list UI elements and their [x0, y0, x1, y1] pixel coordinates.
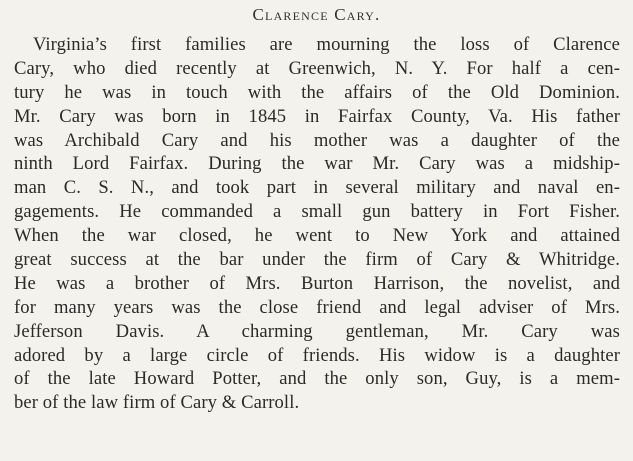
- text-line-1: Virginia’s first families are mourning the loss of Clarence: [33, 34, 620, 55]
- article-title: Clarence Cary.: [252, 5, 381, 24]
- text-line-3: tury he was in touch with the affairs of the Old Dominion.: [14, 81, 620, 103]
- text-line-6: ninth Lord Fairfax. During the war Mr. Cary was a midship-: [14, 153, 620, 175]
- text-line-14: adored by a large circle of friends. His widow is a daughter: [14, 344, 620, 366]
- text-line-10: great success at the bar under the firm of Cary & Whitridge.: [14, 249, 620, 271]
- text-line-16: ber of the law firm of Cary & Carroll.: [14, 392, 300, 414]
- article-body: [14, 33, 620, 415]
- text-line-7: man C. S. N., and took part in several military and naval en-: [14, 177, 620, 199]
- text-line-11: He was a brother of Mrs. Burton Harrison, the novelist, and: [14, 272, 620, 294]
- text-line-9: When the war closed, he went to New York and attained: [14, 225, 620, 247]
- text-line-4: Mr. Cary was born in 1845 in Fairfax County, Va. His father: [14, 105, 620, 127]
- text-line-12: for many years was the close friend and legal adviser of Mrs.: [14, 296, 620, 318]
- text-line-15: of the late Howard Potter, and the only son, Guy, is a mem-: [14, 368, 620, 390]
- text-line-8: gagements. He commanded a small gun battery in Fort Fisher.: [14, 201, 620, 223]
- text-line-5: was Archibald Cary and his mother was a daughter of the: [14, 129, 620, 151]
- text-line-13: Jefferson Davis. A charming gentleman, Mr. Cary was: [14, 320, 620, 342]
- text-line-2: Cary, who died recently at Greenwich, N. Y. For half a cen-: [14, 57, 620, 79]
